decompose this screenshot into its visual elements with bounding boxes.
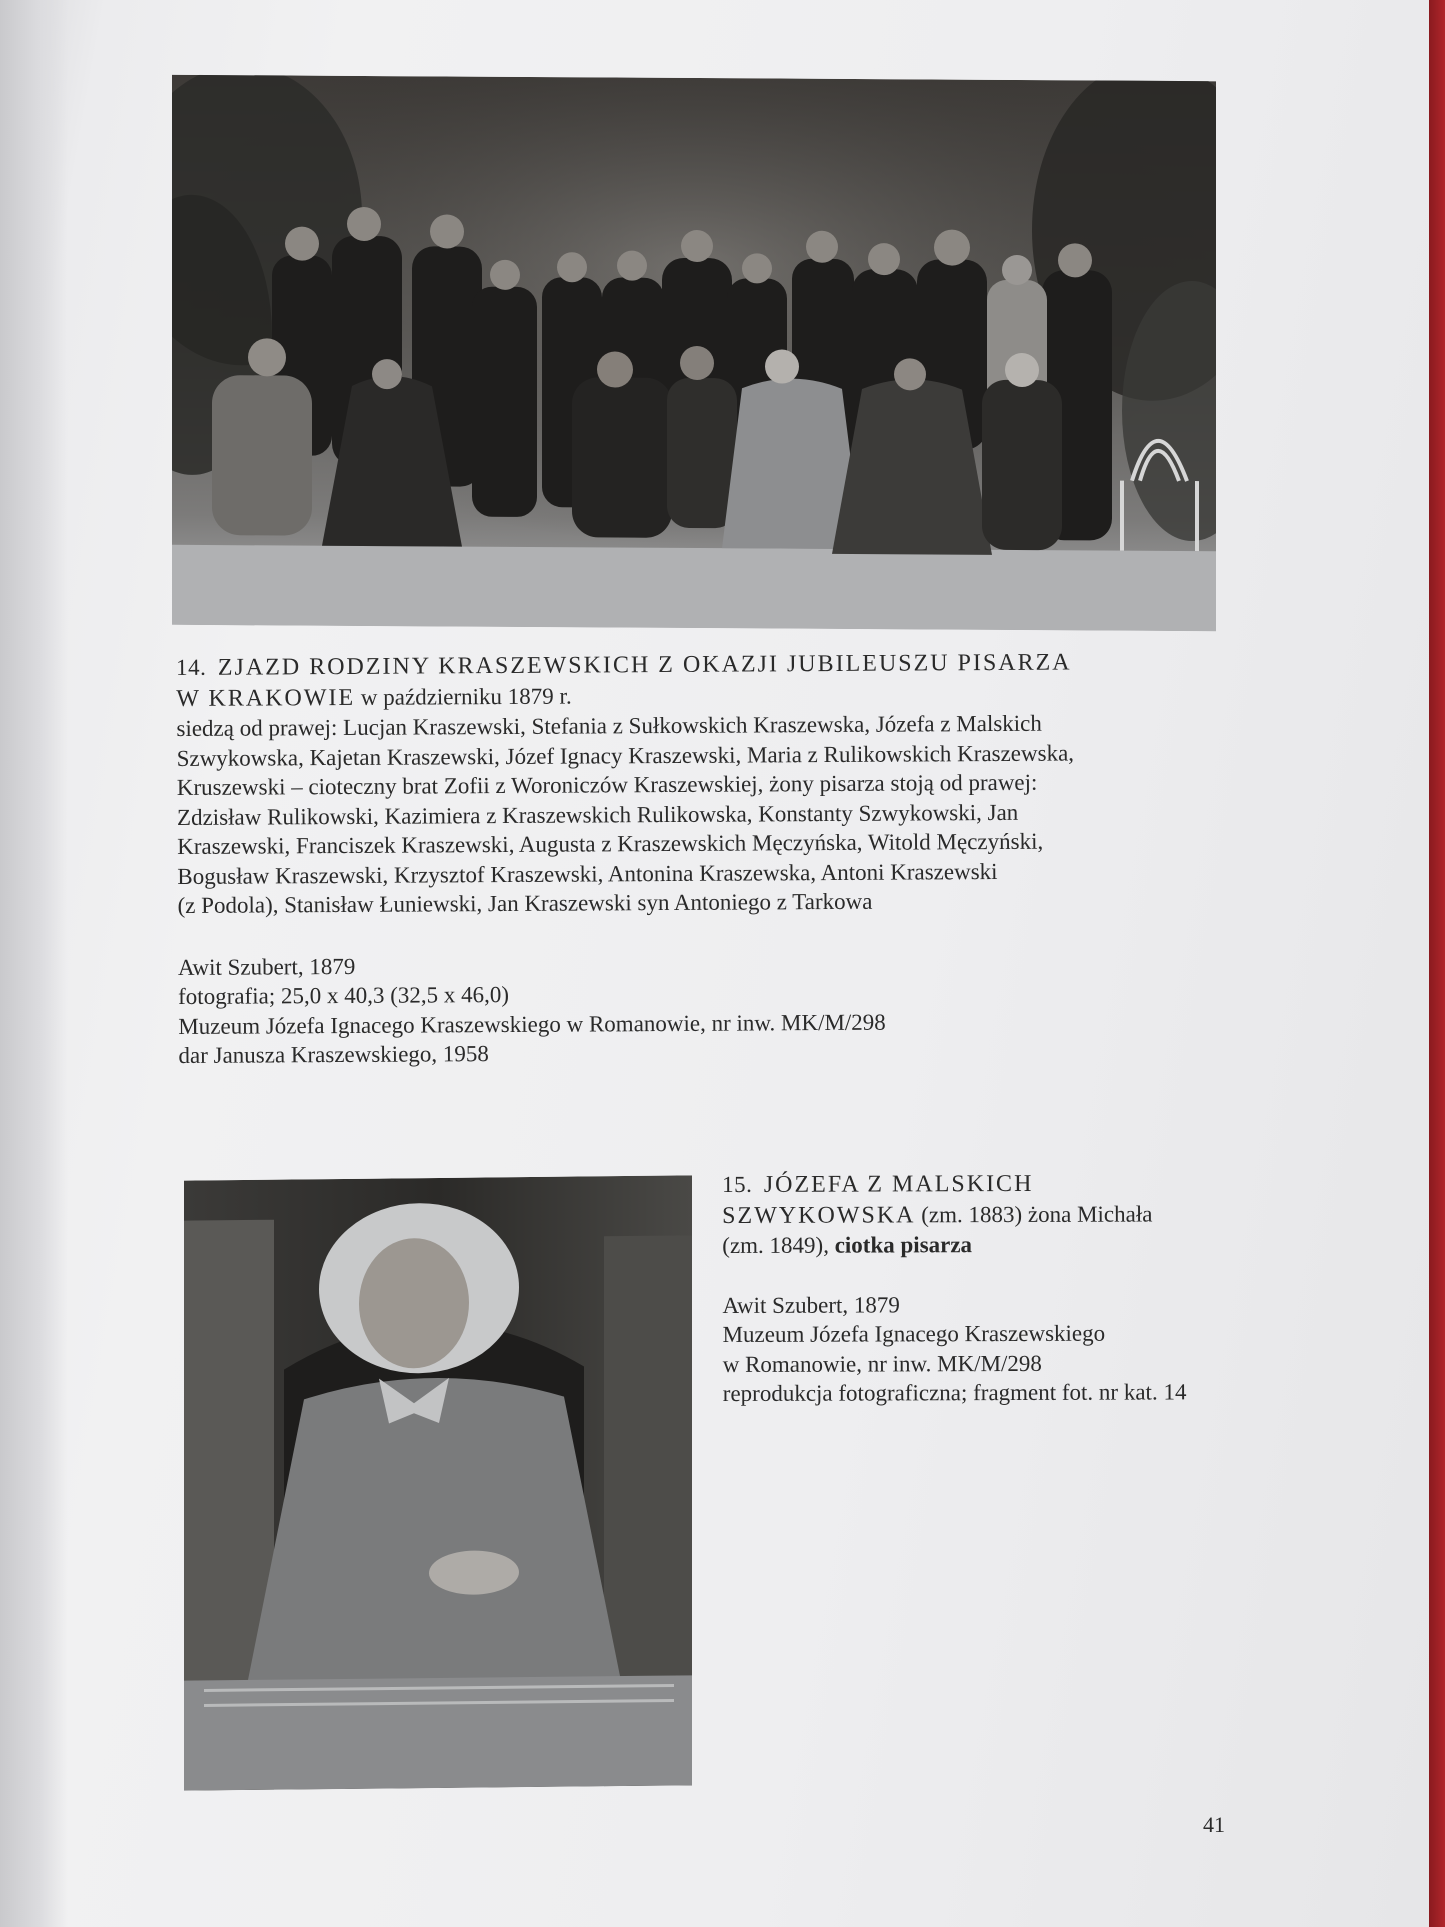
description-line: Szwykowska, Kajetan Kraszewski, Józef Ignacy Kraszewski, Maria z Rulikowskich Kraszewska, bbox=[176, 740, 1075, 771]
description-line: Kruszewski – cioteczny brat Zofii z Woroniczów Kraszewskiej, żony pisarza stoją od prawej: bbox=[176, 769, 1038, 800]
group-photograph-image bbox=[172, 75, 1216, 631]
item-title: JÓZEFA Z MALSKICH bbox=[763, 1170, 1034, 1198]
collection-line: Muzeum Józefa Ignacego Kraszewskiego w Romanowie, nr inw. MK/M/298 bbox=[178, 1009, 886, 1039]
caption-item-15 bbox=[722, 1168, 1283, 1408]
description-line: siedzą od prawej: Lucjan Kraszewski, Stefania z Sułkowskich Kraszewska, Józefa z Malskich bbox=[176, 710, 1042, 741]
item-title-date: (zm. 1849), bbox=[722, 1232, 835, 1258]
group-photograph bbox=[172, 75, 1216, 631]
red-cover-edge bbox=[1429, 0, 1445, 1927]
item-title-surname: SZWYKOWSKA bbox=[722, 1201, 916, 1229]
caption-15-title-line-1 bbox=[722, 1168, 1282, 1200]
description-line: Zdzisław Rulikowski, Kazimiera z Kraszewskich Rulikowska, Konstanty Szwykowski, Jan bbox=[176, 799, 1019, 830]
item-number: 14. bbox=[176, 654, 207, 680]
item-title-detail: (zm. 1883) żona Michała bbox=[915, 1200, 1153, 1227]
portrait-photograph bbox=[184, 1175, 692, 1790]
caption-14-title-line-1 bbox=[176, 647, 1216, 684]
item-title: ZJAZD RODZINY KRASZEWSKICH Z OKAZJI JUBILEUSZU PISARZA bbox=[217, 649, 1072, 681]
provenance-line: dar Janusza Kraszewskiego, 1958 bbox=[178, 1041, 489, 1068]
collection-line: Muzeum Józefa Ignacego Kraszewskiego bbox=[722, 1320, 1106, 1347]
item-title-relation: ciotka pisarza bbox=[834, 1232, 973, 1258]
author-line: Awit Szubert, 1879 bbox=[177, 953, 356, 980]
technique-line: fotografia; 25,0 x 40,3 (32,5 x 46,0) bbox=[178, 981, 510, 1009]
portrait-photograph-image bbox=[184, 1175, 692, 1790]
item-number: 15. bbox=[722, 1171, 753, 1197]
description-line: (z Podola), Stanisław Łuniewski, Jan Kraszewski syn Antoniego z Tarkowa bbox=[177, 888, 873, 918]
collection-line: w Romanowie, nr inw. MK/M/298 bbox=[722, 1350, 1042, 1377]
caption-15-title-line-2 bbox=[722, 1199, 1282, 1231]
item-title-place: W KRAKOWIE bbox=[176, 684, 356, 712]
author-line: Awit Szubert, 1879 bbox=[722, 1291, 900, 1318]
item-title-date: w październiku 1879 r. bbox=[355, 683, 572, 710]
note-line: reprodukcja fotograficzna; fragment fot. nr kat. 14 bbox=[722, 1379, 1187, 1406]
caption-15-title-line-3 bbox=[722, 1229, 1282, 1260]
description-line: Kraszewski, Franciszek Kraszewski, Augusta z Kraszewskich Męczyńska, Witold Męczyński, bbox=[177, 828, 1044, 859]
page-number: 41 bbox=[1203, 1812, 1225, 1837]
description-line: Bogusław Kraszewski, Krzysztof Kraszewski, Antonina Kraszewska, Antoni Kraszewski bbox=[177, 858, 998, 889]
book-gutter bbox=[0, 0, 68, 1927]
caption-item-14 bbox=[176, 647, 1219, 1071]
